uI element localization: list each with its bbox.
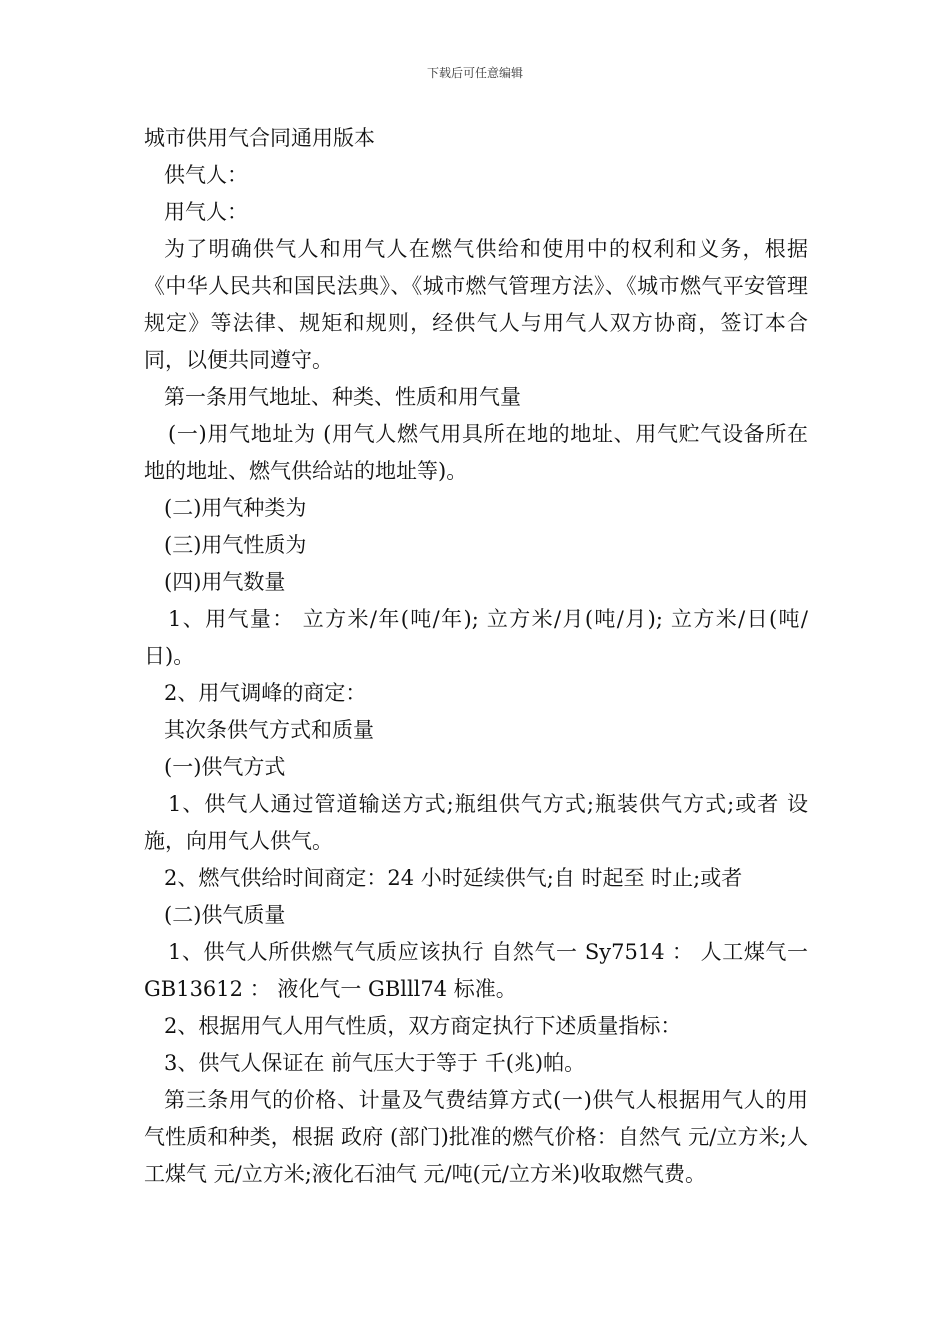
user-line: 用气人：: [164, 200, 248, 224]
article-2-heading: 其次条供气方式和质量: [164, 718, 374, 742]
article-1-item-3: (三)用气性质为: [164, 533, 307, 557]
supply-quality-item-2: 2、根据用气人用气性质，双方商定执行下述质量指标：: [164, 1014, 682, 1038]
peak-shaving-line: 2、用气调峰的商定：: [164, 681, 367, 705]
article-1-item-2: (二)用气种类为: [164, 496, 307, 520]
article-3-paragraph: 第三条用气的价格、计量及气费结算方式(一)供气人根据用气人的用气性质和种类，根据 政府 (部门)批准的燃气价格：自然气 元/立方米;人工煤气 元/立方米;液化石油气 元/吨(元/立方米)收取燃气费。: [144, 1088, 808, 1186]
article-1-item-4: (四)用气数量: [164, 570, 286, 594]
supply-quality-item-1: 1、供气人所供燃气气质应该执行 自然气一 Sy7514 ： 人工煤气一 GB13612 ： 液化气一 GBlll74 标准。: [144, 940, 808, 1001]
gas-volume-line: 1、用气量： 立方米/年(吨/年); 立方米/月(吨/月); 立方米/日(吨/日)。: [144, 607, 808, 668]
article-1-item-1: (一)用气地址为 (用气人燃气用具所在地的地址、用气贮气设备所在地的地址、燃气供给站的地址等)。: [144, 422, 808, 483]
document-title: 城市供用气合同通用版本: [144, 126, 375, 150]
supply-quality-item-3: 3、供气人保证在 前气压大于等于 千(兆)帕。: [164, 1051, 586, 1075]
preamble-paragraph: 为了明确供气人和用气人在燃气供给和使用中的权利和义务，根据《中华人民共和国民法典》、《城市燃气管理方法》、《城市燃气平安管理规定》等法律、规矩和规则，经供气人与用气人双方协商，签订本合同，以便共同遵守。: [144, 237, 808, 372]
supply-quality-heading: (二)供气质量: [164, 903, 286, 927]
article-1-heading: 第一条用气地址、种类、性质和用气量: [164, 385, 521, 409]
supplier-line: 供气人：: [164, 163, 248, 187]
supply-method-heading: (一)供气方式: [164, 755, 286, 779]
page-header-note: 下载后可任意编辑: [426, 66, 523, 80]
supply-method-item-2: 2、燃气供给时间商定：24 小时延续供气;自 时起至 时止;或者: [164, 866, 743, 890]
supply-method-item-1: 1、供气人通过管道输送方式;瓶组供气方式;瓶装供气方式;或者 设施，向用气人供气。: [144, 792, 808, 853]
document-body: [144, 120, 808, 1193]
